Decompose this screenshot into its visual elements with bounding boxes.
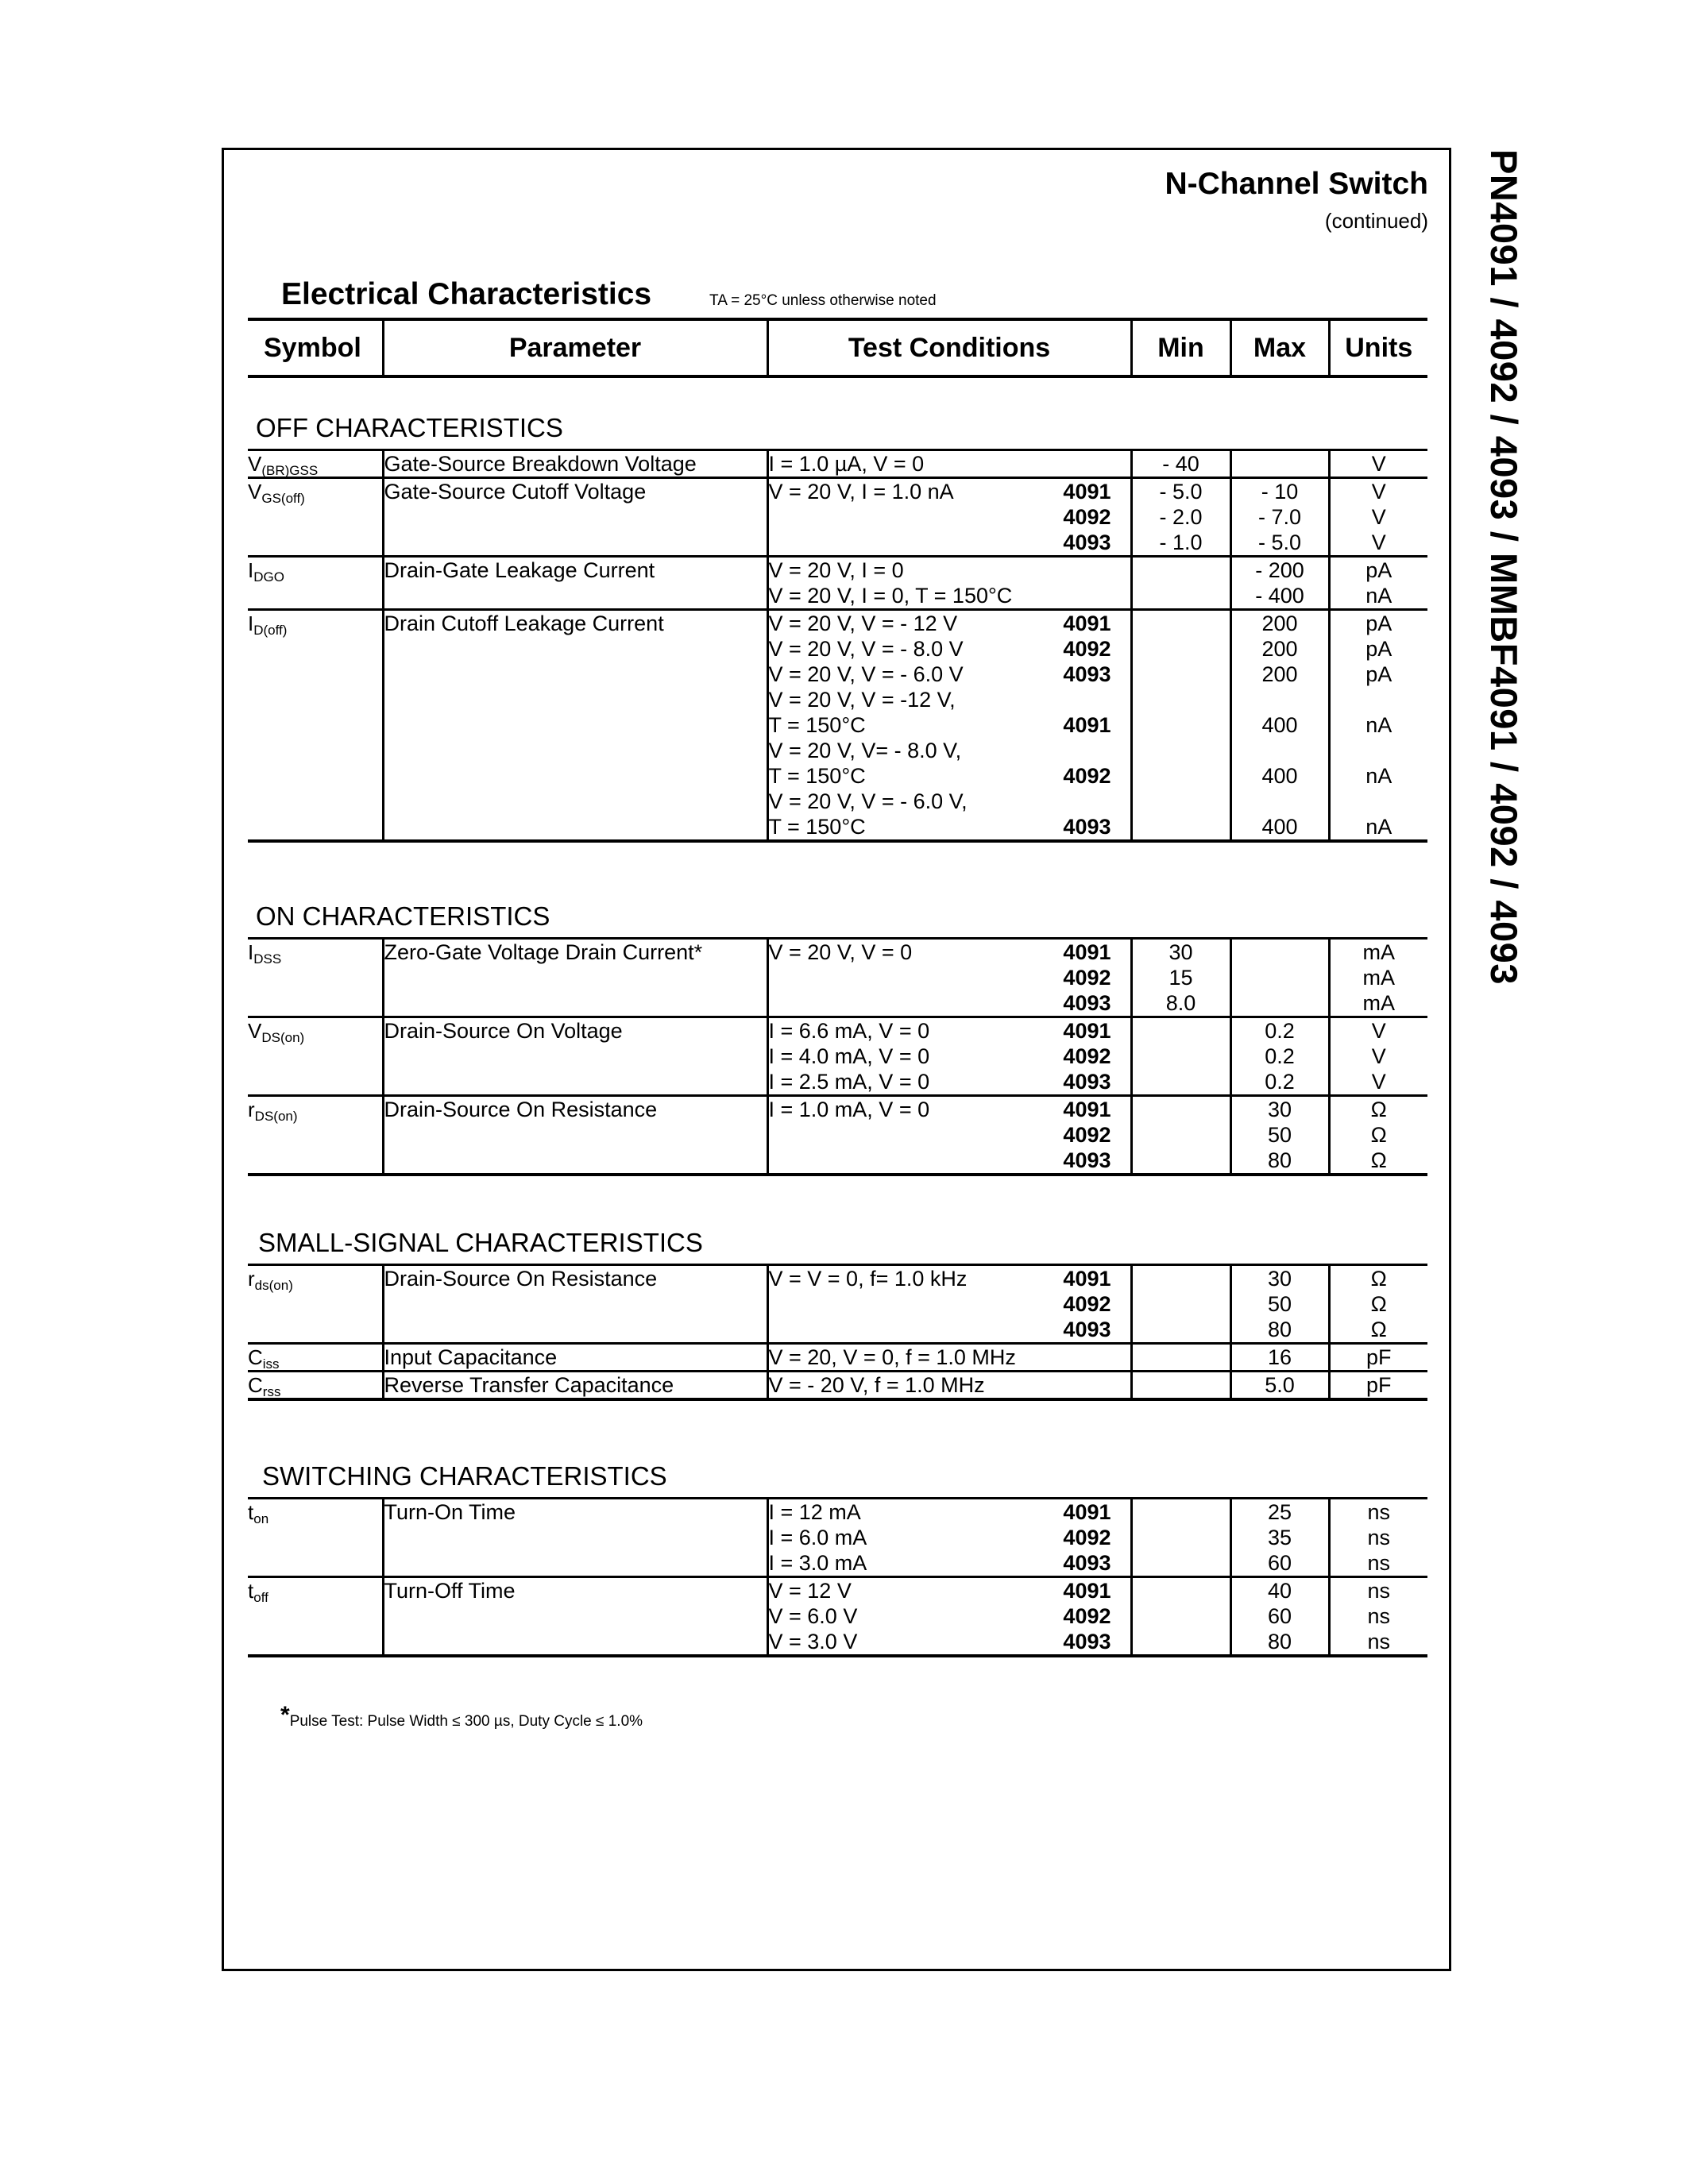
symbol: $t_{off}$: [248, 1577, 383, 1657]
units: mA mA mA: [1329, 939, 1427, 1017]
units: pA nA: [1329, 557, 1427, 610]
units: pF: [1329, 1344, 1427, 1372]
parameter: Drain-Source On Resistance: [383, 1265, 767, 1344]
min: [1131, 1577, 1230, 1657]
small-signal-table: [248, 1264, 1427, 1401]
off-characteristics-table: [248, 449, 1427, 843]
conditions: V = V = 0, f= 1.0 kHz 4091 4092 4093: [767, 1265, 1131, 1344]
group-heading-on: ON CHARACTERISTICS: [256, 901, 550, 931]
table-row: [248, 1577, 1427, 1657]
min: [1131, 1265, 1230, 1344]
min: [1131, 1499, 1230, 1577]
group-heading-switching: SWITCHING CHARACTERISTICS: [262, 1461, 667, 1491]
max: [1230, 939, 1329, 1017]
symbol: $t_{on}$: [248, 1499, 383, 1577]
table-row: [248, 1344, 1427, 1372]
conditions: V = 20 V, I = 0 V = 20 V, I = 0, T = 150°C: [767, 557, 1131, 610]
max: 0.2 0.2 0.2: [1230, 1017, 1329, 1096]
conditions: V = - 20 V, f = 1.0 MHz: [767, 1372, 1131, 1400]
min: 30 15 8.0: [1131, 939, 1230, 1017]
page-subtitle: (continued): [1324, 209, 1428, 233]
symbol: $I_{DGO}$: [248, 557, 383, 610]
min: [1131, 1372, 1230, 1400]
symbol: $V_{GS(off)}$: [248, 478, 383, 557]
parameter: Drain-Gate Leakage Current: [383, 557, 767, 610]
conditions: V = 20, V = 0, f = 1.0 MHz: [767, 1344, 1131, 1372]
col-symbol: Symbol: [264, 332, 361, 363]
conditions: I = 12 mA 4091 I = 6.0 mA 4092 I = 3.0 mA 4093: [767, 1499, 1131, 1577]
units: Ω Ω Ω: [1329, 1096, 1427, 1175]
footnote: [280, 1702, 643, 1731]
symbol: $V_{DS(on)}$: [248, 1017, 383, 1096]
min: [1131, 610, 1230, 842]
table-row: [248, 557, 1427, 610]
max: 30 50 80: [1230, 1096, 1329, 1175]
table-row: [248, 1265, 1427, 1344]
symbol: $I_{D(off)}$: [248, 610, 383, 842]
parameter: Input Capacitance: [383, 1344, 767, 1372]
table-row: [248, 450, 1427, 478]
section-title: Electrical Characteristics: [281, 277, 652, 311]
max: 5.0: [1230, 1372, 1329, 1400]
symbol: $C_{rss}$: [248, 1372, 383, 1400]
group-heading-small-signal: SMALL-SIGNAL CHARACTERISTICS: [258, 1228, 703, 1257]
symbol: $r_{DS(on)}$: [248, 1096, 383, 1175]
table-row: [248, 939, 1427, 1017]
parameter: Reverse Transfer Capacitance: [383, 1372, 767, 1400]
units: V: [1329, 450, 1427, 478]
parameter: Turn-Off Time: [383, 1577, 767, 1657]
min: - 5.0 - 2.0 - 1.0: [1131, 478, 1230, 557]
parameter: Turn-On Time: [383, 1499, 767, 1577]
parameter: Gate-Source Breakdown Voltage: [383, 450, 767, 478]
page-title: N-Channel Switch: [1165, 167, 1428, 201]
side-part-number-banner: PN4091 / 4092 / 4093 / MMBF4091 / 4092 / 4093: [1483, 149, 1525, 985]
parameter: Drain-Source On Resistance: [383, 1096, 767, 1175]
symbol: $C_{iss}$: [248, 1344, 383, 1372]
units: pA pA pA nA nA nA: [1329, 610, 1427, 842]
min: [1131, 1017, 1230, 1096]
units: pF: [1329, 1372, 1427, 1400]
units: V V V: [1329, 478, 1427, 557]
parameter: Drain-Source On Voltage: [383, 1017, 767, 1096]
col-min: Min: [1131, 319, 1230, 376]
conditions: I = 1.0 µA, V = 0: [767, 450, 1131, 478]
col-conditions: Test Conditions: [767, 319, 1131, 376]
table-row: [248, 1017, 1427, 1096]
section-note: TA = 25°C unless otherwise noted: [709, 292, 937, 309]
table-row: [248, 1372, 1427, 1400]
max: [1230, 450, 1329, 478]
max: 30 50 80: [1230, 1265, 1329, 1344]
on-characteristics-table: [248, 937, 1427, 1176]
col-units: Units: [1329, 319, 1427, 376]
units: ns ns ns: [1329, 1499, 1427, 1577]
table-row: [248, 478, 1427, 557]
max: - 10 - 7.0 - 5.0: [1230, 478, 1329, 557]
footnote-marker: *: [280, 1702, 290, 1728]
units: V V V: [1329, 1017, 1427, 1096]
group-heading-off: OFF CHARACTERISTICS: [256, 413, 563, 442]
conditions: I = 1.0 mA, V = 0 4091 4092 4093: [767, 1096, 1131, 1175]
conditions: V = 20 V, I = 1.0 nA 4091 4092 4093: [767, 478, 1131, 557]
conditions: V = 20 V, V = 0 4091 4092 4093: [767, 939, 1131, 1017]
symbol: $r_{ds(on)}$: [248, 1265, 383, 1344]
conditions: I = 6.6 mA, V = 0 4091 I = 4.0 mA, V = 0 4092 I = 2.5 mA, V = 0 4093: [767, 1017, 1131, 1096]
parameter: Drain Cutoff Leakage Current: [383, 610, 767, 842]
footnote-text: Pulse Test: Pulse Width ≤ 300 µs, Duty Cycle ≤ 1.0%: [289, 1713, 643, 1730]
units: ns ns ns: [1329, 1577, 1427, 1657]
max: - 200 - 400: [1230, 557, 1329, 610]
max: 25 35 60: [1230, 1499, 1329, 1577]
min: [1131, 1096, 1230, 1175]
table-row: [248, 1096, 1427, 1175]
table-row: [248, 1499, 1427, 1577]
switching-table: [248, 1497, 1427, 1657]
min: - 40: [1131, 450, 1230, 478]
column-header: [248, 318, 1427, 378]
symbol: $V_{(BR)GSS}$: [248, 450, 383, 478]
min: [1131, 1344, 1230, 1372]
conditions: V = 12 V 4091 V = 6.0 V 4092 V = 3.0 V 4093: [767, 1577, 1131, 1657]
col-parameter: Parameter: [383, 319, 767, 376]
max: 40 60 80: [1230, 1577, 1329, 1657]
parameter: Gate-Source Cutoff Voltage: [383, 478, 767, 557]
col-max: Max: [1230, 319, 1329, 376]
max: 200 200 200 400 400 400: [1230, 610, 1329, 842]
table-row: [248, 610, 1427, 842]
parameter: Zero-Gate Voltage Drain Current*: [383, 939, 767, 1017]
conditions: V = 20 V, V = - 12 V 4091 V = 20 V, V = - 8.0 V 4092 V = 20 V, V = - 6.0 V 4093 V = 20 V, V = -12 V, T = 150°C 4091 V = 20 V, V= - 8.0 V, T = 150°C 4092 V = 20 V, V = - 6.0 V, T = 150°C 4093: [767, 610, 1131, 842]
symbol: $I_{DSS}$: [248, 939, 383, 1017]
units: Ω Ω Ω: [1329, 1265, 1427, 1344]
max: 16: [1230, 1344, 1329, 1372]
min: [1131, 557, 1230, 610]
